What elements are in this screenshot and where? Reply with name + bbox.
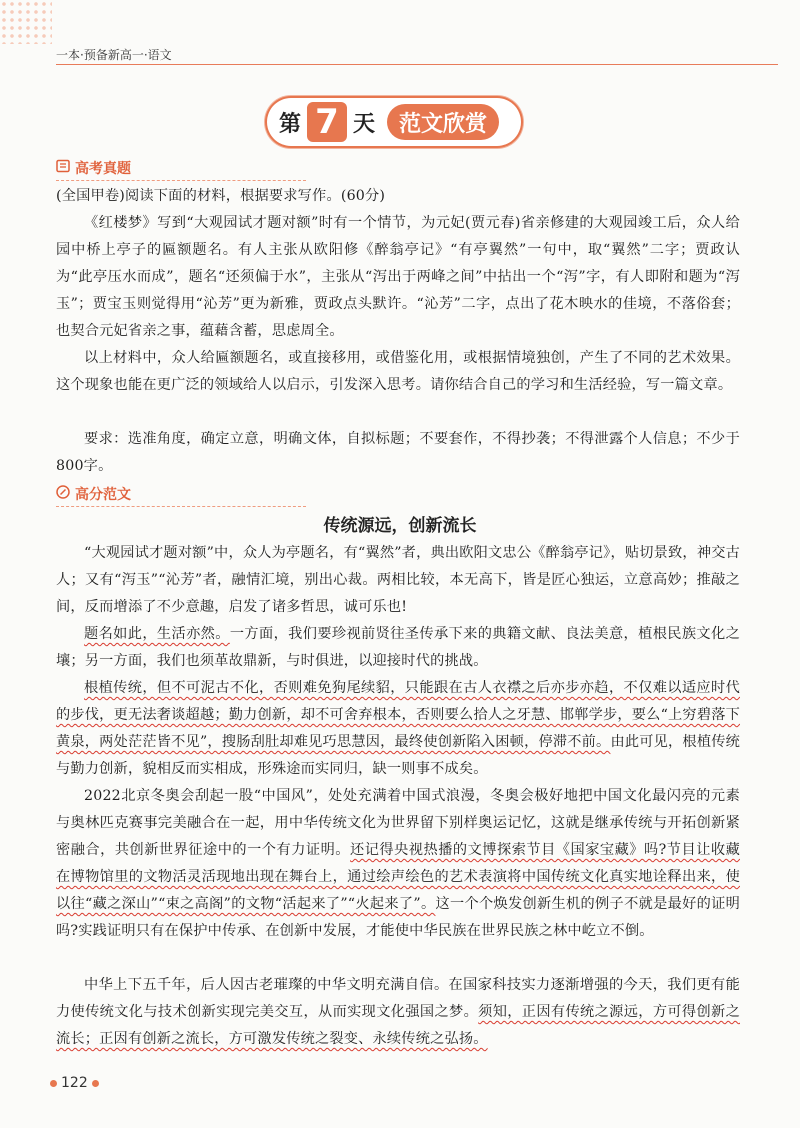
essay-paragraph bbox=[56, 675, 740, 783]
material-paragraph: 以上材料中，众人给匾额题名，或直接移用，或借鉴化用，或根据情境独创，产生了不同的艺术效果。这个现象也能在更广泛的领域给人以启示，引发深入思考。请你结合自己的学习和生活经验，写一篇文章。 bbox=[56, 350, 740, 393]
banner-suffix: 天 bbox=[353, 111, 376, 137]
banner-title: 范文欣赏 bbox=[387, 104, 499, 140]
underlined-sentence: 根植传统，但不可泥古不化，否则难免狗尾续貂，只能跟在古人衣襟之后亦步亦趋，不仅难以适应时代的步伐，更无法奢谈超越；勤力创新，却不可舍弃根本，否则要么拾人之牙慧、邯郸学步，要么“上穷碧落下黄泉，两处茫茫皆不见”，搜肠刮肚却难见巧思慧因，最终使创新陷入困顿，停滞不前。 bbox=[56, 680, 740, 750]
requirements-paragraph: 要求：选准角度，确定立意，明确文体，自拟标题；不要套作，不得抄袭；不得泄露个人信息；不少于800字。 bbox=[56, 431, 740, 474]
underlined-sentence: 还记得央视热播的文博探索节目《国家宝藏》吗?节目让收藏在博物馆里的文物活灵活现地出现在舞台上，通过绘声绘色的艺术表演将中国传统文化真实地诠释出来，使以往“藏之深山”“束之高阁”的文物“活起来了”“火起来了”。 bbox=[56, 842, 740, 912]
dot-icon bbox=[92, 1080, 99, 1087]
essay-title: 传统源远，创新流长 bbox=[323, 516, 477, 536]
book-icon bbox=[56, 159, 70, 177]
prompt-line: (全国甲卷)阅读下面的材料，根据要求写作。(60分) bbox=[56, 188, 386, 204]
underlined-sentence: 题名如此，生活亦然。 bbox=[84, 626, 230, 642]
paragraph-text: 中华上下五千年，后人因古老璀璨的中华文明充满自信。在国家科技实力逐渐增强的今天，我们更有能力使传统文化与技术创新实现完美交互，从而实现文化强国之梦。 bbox=[56, 977, 740, 1020]
section-heading-essay bbox=[56, 484, 131, 504]
paragraph-text: 2022北京冬奥会刮起一股“中国风”，处处充满着中国式浪漫，冬奥会极好地把中国文化最闪亮的元素与奥林匹克赛事完美融合在一起，用中华传统文化为世界留下别样奥运记忆，这就是继承传统与开拓创新紧密融合，共创新世界征途中的一个有力证明。 bbox=[56, 788, 740, 858]
paragraph-text: 这一个个焕发创新生机的例子不就是最好的证明吗?实践证明只有在保护中传承、在创新中发展，才能使中华民族在世界民族之林中屹立不倒。 bbox=[56, 896, 740, 939]
material-paragraph: 《红楼梦》写到“大观园试才题对额”时有一个情节，为元妃(贾元春)省亲修建的大观园竣工后，众人给园中桥上亭子的匾额题名。有人主张从欧阳修《醉翁亭记》“有亭翼然”一句中，取“翼然”二字；贾政认为“此亭压水而成”，题名“还须偏于水”，主张从“泻出于两峰之间”中拈出一个“泻”字，有人即附和题为“泻玉”；贾宝玉则觉得用“沁芳”更为新雅，贾政点头默许。“沁芳”二字，点出了花木映水的佳境，不落俗套；也契合元妃省亲之事，蕴藉含蓄，思虑周全。 bbox=[56, 215, 740, 339]
section-heading-exam bbox=[56, 158, 131, 178]
banner-prefix: 第 bbox=[279, 111, 302, 137]
page-number: 122 bbox=[61, 1075, 88, 1091]
essay-paragraph bbox=[56, 621, 740, 675]
essay-paragraph: “大观园试才题对额”中，众人为亭题名，有“翼然”者，典出欧阳文忠公《醉翁亭记》，贴切景致，神交古人；又有“泻玉”“沁芳”者，融情汇境，别出心裁。两相比较，本无高下，皆是匠心独运，立意高妙；推敲之间，反而增添了不少意趣，启发了诸多哲思，诚可乐也! bbox=[56, 545, 740, 615]
paragraph-text: 一方面，我们要珍视前贤往圣传承下来的典籍文献、良法美意，植根民族文化之壤；另一方面，我们也须革故鼎新，与时俱进，以迎接时代的挑战。 bbox=[56, 626, 740, 669]
book-header: 一本·预备新高一·语文 bbox=[56, 48, 172, 62]
section-divider bbox=[56, 180, 306, 181]
section-divider bbox=[56, 506, 306, 507]
header-divider bbox=[56, 64, 778, 65]
corner-dot-pattern bbox=[0, 0, 52, 44]
banner-day-number: 7 bbox=[307, 102, 347, 142]
dot-icon bbox=[50, 1080, 57, 1087]
pen-icon bbox=[56, 485, 70, 503]
essay-paragraph bbox=[56, 972, 740, 1053]
underlined-sentence: 须知，正因有传统之源远，方可得创新之流长；正因有创新之流长，方可激发传统之裂变、永续传统之弘扬。 bbox=[56, 1004, 740, 1047]
day-banner bbox=[267, 98, 521, 146]
essay-paragraph bbox=[56, 783, 740, 945]
paragraph-text: 由此可见，根植传统与勤力创新，貌相反而实相成，形殊途而实同归，缺一则事不成矣。 bbox=[56, 734, 740, 777]
section-title: 高考真题 bbox=[75, 161, 131, 177]
section-title: 高分范文 bbox=[75, 487, 131, 503]
page-footer bbox=[50, 1075, 99, 1091]
